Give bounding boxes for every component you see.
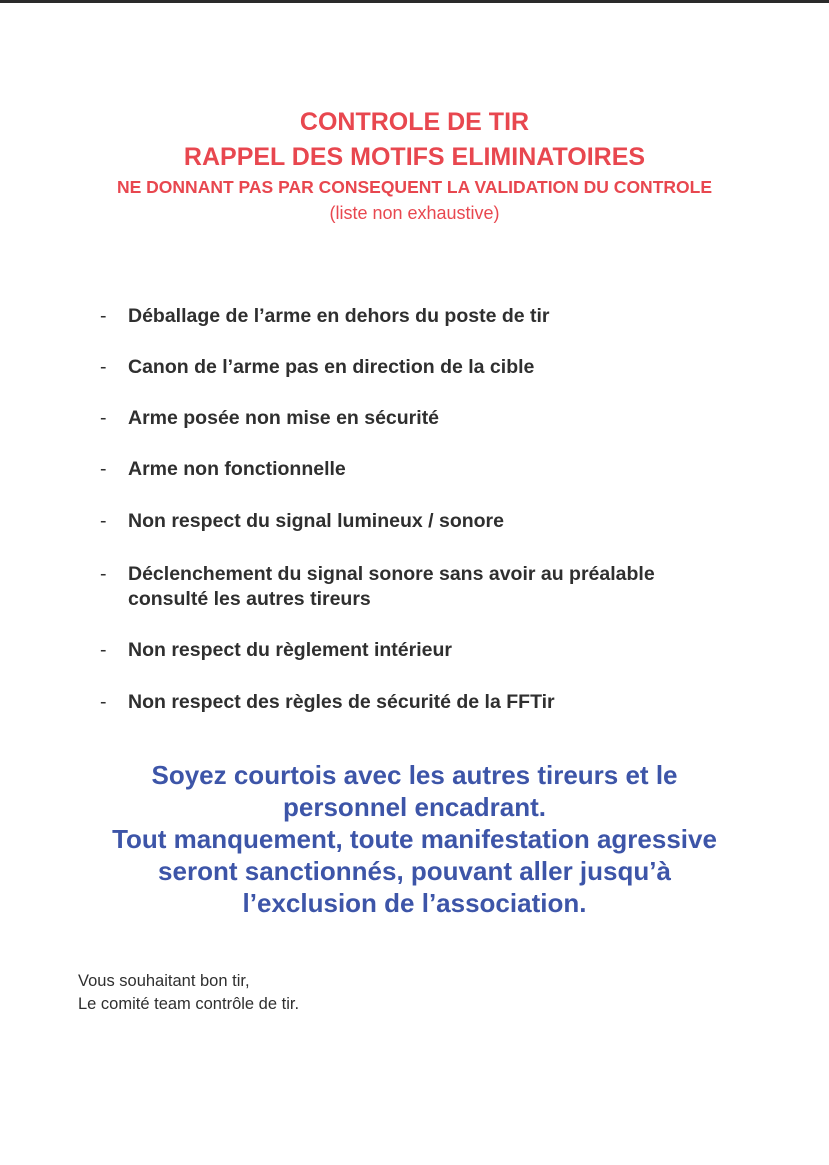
rule-bullet: - [100,458,107,480]
message-line: Tout manquement, toute manifestation agressive [112,824,717,854]
signature-greeting: Vous souhaitant bon tir, [78,972,250,990]
document-header [0,104,829,226]
conduct-message [0,759,829,919]
rule-text: Déballage de l’arme en dehors du poste de tir [128,305,550,327]
rule-bullet: - [100,691,107,713]
message-line: personnel encadrant. [283,792,546,822]
rule-item [100,509,504,534]
signature-block [78,970,299,1016]
rule-text: Canon de l’arme pas en direction de la cible [128,356,535,378]
rule-text: Non respect des règles de sécurité de la FFTir [128,691,555,713]
page-top-edge [0,0,829,3]
message-line: l’exclusion de l’association. [242,888,587,918]
rule-text: Non respect du règlement intérieur [128,639,452,661]
signature-author: Le comité team contrôle de tir. [78,995,300,1013]
rule-item [100,406,439,431]
message-line: seront sanctionnés, pouvant aller jusqu’à [158,856,671,886]
rule-text: Arme posée non mise en sécurité [128,407,440,429]
rule-bullet: - [100,510,107,532]
rule-text: Non respect du signal lumineux / sonore [128,510,504,532]
rule-text [128,562,655,612]
header-note: NE DONNANT PAS PAR CONSEQUENT LA VALIDATION DU CONTROLE [117,177,712,197]
rule-bullet: - [100,639,107,661]
rule-item [100,457,346,482]
rule-item [100,638,452,663]
rule-bullet: - [100,563,107,585]
header-disclaimer: (liste non exhaustive) [329,203,500,223]
rule-bullet: - [100,407,107,429]
header-title: CONTROLE DE TIR [299,108,530,136]
rule-item [100,355,534,380]
rule-bullet: - [100,305,107,327]
message-line: Soyez courtois avec les autres tireurs et le [151,760,678,790]
rule-item [100,690,555,715]
rule-item [100,304,550,329]
rule-text-line: Déclenchement du signal sonore sans avoir au préalable [128,563,655,585]
rule-text: Arme non fonctionnelle [128,458,346,480]
rule-item [100,562,655,612]
rule-text-line: consulté les autres tireurs [128,588,371,610]
header-subtitle: RAPPEL DES MOTIFS ELIMINATOIRES [183,143,646,171]
rule-bullet: - [100,356,107,378]
